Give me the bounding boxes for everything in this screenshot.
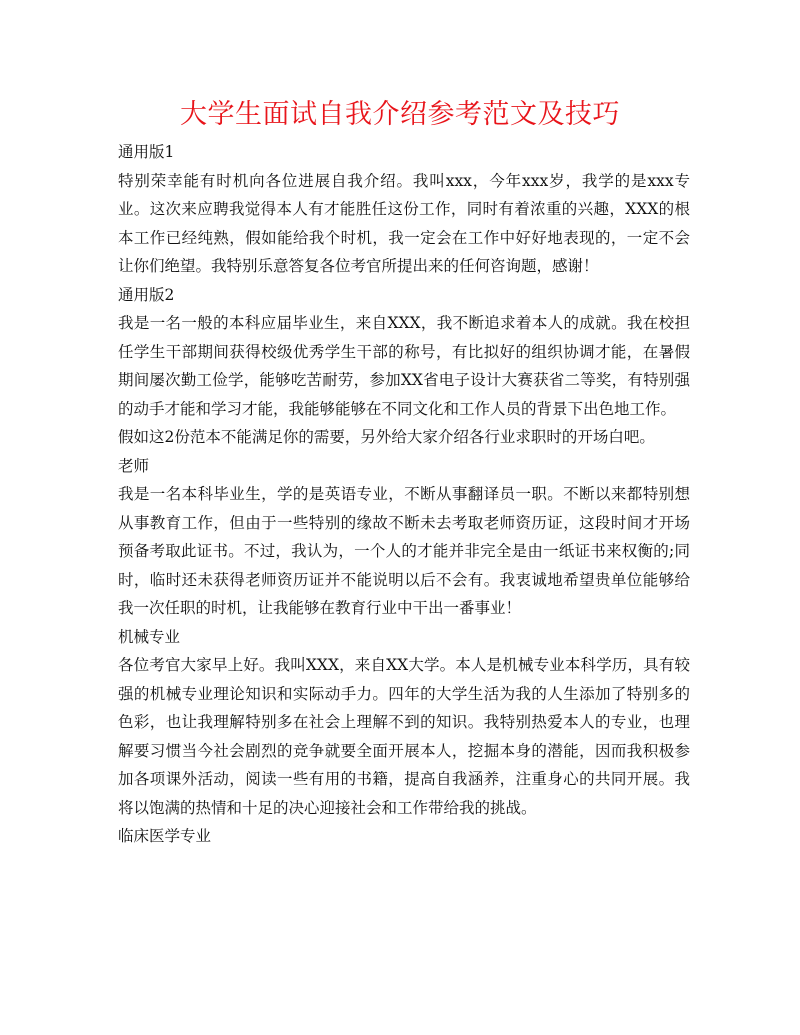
section-heading-mechanical: 机械专业 [118,627,181,646]
paragraph-general-1: 特别荣幸能有时机向各位进展自我介绍。我叫xxx，今年xxx岁，我学的是xxx专业。这次来应聘我觉得本人有才能胜任这份工作，同时有着浓重的兴趣，XXX的根本工作已经纯熟，假如能给我个时机，我一定会在工作中好好地表现的，一定不会让你们绝望。我特别乐意答复各位考官所提出来的任何咨询题，感谢！ [118,171,690,275]
paragraph-teacher: 我是一名本科毕业生，学的是英语专业，不断从事翻译员一职。不断以来都特别想从事教育工作，但由于一些特别的缘故不断未去考取老师资历证，这段时间才开场预备考取此证书。不过，我认为，一个人的才能并非完全是由一纸证书来权衡的;同时，临时还未获得老师资历证并不能说明以后不会有。我衷诚地希望贵单位能够给我一次任职的时机，让我能够在教育行业中干出一番事业！ [118,485,690,617]
section-heading-general-2: 通用版2 [118,285,175,304]
section-heading-teacher: 老师 [118,456,150,475]
document-body [118,138,690,851]
section-heading-general-1: 通用版1 [118,143,175,161]
document-title: 大学生面试自我介绍参考范文及技巧 [180,99,620,130]
paragraph-mechanical: 各位考官大家早上好。我叫XXX，来自XX大学。本人是机械专业本科学历，具有较强的机械专业理论知识和实际动手力。四年的大学生活为我的人生添加了特别多的色彩，也让我理解特别多在社会上理解不到的知识。我特别热爱本人的专业，也理解要习惯当今社会剧烈的竞争就要全面开展本人，挖掘本身的潜能，因而我积极参加各项课外活动，阅读一些有用的书籍，提高自我涵养，注重身心的共同开展。我将以饱满的热情和十足的决心迎接社会和工作带给我的挑战。 [118,656,690,817]
paragraph-transition: 假如这2份范本不能满足你的需要，另外给大家介绍各行业求职时的开场白吧。 [118,428,655,446]
paragraph-general-2: 我是一名一般的本科应届毕业生，来自XXX，我不断追求着本人的成就。我在校担任学生干部期间获得校级优秀学生干部的称号，有比拟好的组织协调才能，在暑假期间屡次勤工俭学，能够吃苦耐劳，参加XX省电子设计大赛获省二等奖，有特别强的动手才能和学习才能，我能够能够在不同文化和工作人员的背景下出色地工作。 [118,314,690,418]
section-heading-clinical-medicine: 临床医学专业 [118,827,212,845]
